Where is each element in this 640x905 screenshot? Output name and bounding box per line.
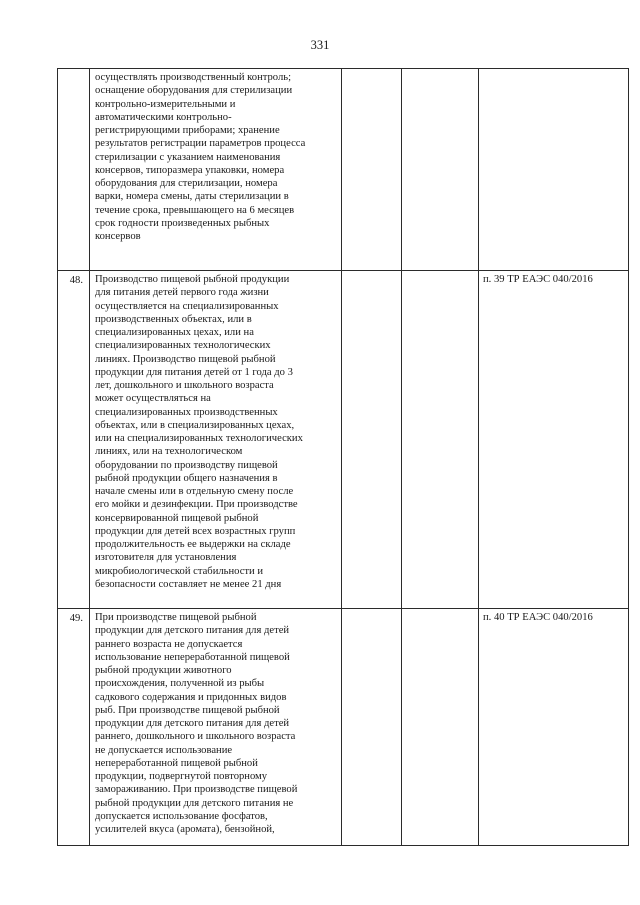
requirement-line: консервов [95, 231, 141, 242]
requirement-line: консервов, типоразмера упаковки, номера [95, 164, 285, 176]
empty-cell [342, 271, 402, 609]
requirement-text [90, 271, 342, 609]
requirement-line: продукции для питания детей от 1 года до 3 [95, 366, 293, 378]
requirement-line: не допускается использование [95, 744, 233, 756]
requirement-line: допускается использование фосфатов, [95, 810, 268, 822]
requirement-line: для питания детей первого года жизни [95, 287, 269, 299]
table-row [58, 69, 629, 271]
requirement-line: происхождения, полученной из рыбы [95, 678, 265, 690]
row-number: 49. [58, 609, 90, 846]
row-number: 48. [58, 271, 90, 609]
requirement-line: продукции для детей всех возрастных групп [95, 525, 296, 537]
requirement-line: линиях. Производство пищевой рыбной [95, 353, 276, 365]
requirement-line: раннего возраста не допускается [95, 638, 243, 650]
requirement-line: оснащение оборудования для стерилизации [95, 85, 293, 97]
requirement-line: осуществляется на специализированных [95, 300, 279, 312]
requirement-line: специализированных цехах, или на [95, 327, 254, 338]
requirement-line: результатов регистрации параметров процесса [95, 138, 306, 150]
requirement-line: течение срока, превышающего на 6 месяцев [95, 204, 295, 216]
requirement-line: осуществлять производственный контроль; [95, 72, 292, 83]
requirement-line: рыбной продукции для детского питания не [95, 797, 294, 809]
requirement-line: объектах, или в специализированных цехах, [95, 419, 295, 431]
requirement-line: оборудовании по производству пищевой [95, 459, 278, 471]
requirement-line: Производство пищевой рыбной продукции [95, 274, 290, 285]
requirement-line: может осуществляться на [95, 393, 211, 405]
requirement-line: оборудования для стерилизации, номера [95, 178, 278, 189]
requirement-line: регистрирующими приборами; хранение [95, 125, 280, 136]
requirement-line: При производстве пищевой рыбной [95, 612, 257, 623]
regulation-reference: п. 40 ТР ЕАЭС 040/2016 [479, 609, 629, 846]
requirement-line: микробиологической стабильности и [95, 565, 264, 577]
requirement-line: его мойки и дезинфекции. При производстве [95, 499, 298, 511]
requirements-table [57, 68, 629, 846]
requirement-line: контрольно-измерительными и [95, 98, 236, 110]
page-number: 331 [310, 38, 330, 52]
requirement-line: консервированной пищевой рыбной [95, 512, 259, 524]
empty-cell [402, 271, 479, 609]
requirement-text [90, 609, 342, 846]
empty-cell [342, 69, 402, 271]
requirement-line: раннего, дошкольного и школьного возраста [95, 731, 296, 743]
row-number [58, 69, 90, 271]
requirement-line: изготовителя для установления [95, 552, 237, 564]
requirement-line: или на специализированных технологических [95, 433, 303, 444]
requirement-line: использование непереработанной пищевой [95, 651, 290, 663]
requirement-line: рыбной продукции общего назначения в [95, 472, 278, 484]
requirement-line: продолжительность ее выдержки на складе [95, 539, 291, 550]
requirement-line: автоматическими контрольно- [95, 111, 232, 123]
requirement-text [90, 69, 342, 271]
requirement-line: усилителей вкуса (аромата), бензойной, [95, 824, 275, 835]
requirement-line: садкового содержания и придонных видов [95, 691, 287, 703]
requirement-line: варки, номера смены, даты стерилизации в [95, 191, 289, 203]
requirement-line: линиях, или на технологическом [95, 446, 243, 458]
table-row [58, 609, 629, 846]
requirement-line: продукции для детского питания для детей [95, 625, 290, 637]
requirement-line: специализированных производственных [95, 406, 278, 418]
requirement-line: непереработанной пищевой рыбной [95, 757, 258, 769]
requirement-line: продукции для детского питания для детей [95, 718, 290, 729]
requirement-line: специализированных технологических [95, 340, 271, 352]
table-row [58, 271, 629, 609]
requirement-line: рыбной продукции животного [95, 665, 232, 676]
regulation-reference: п. 39 ТР ЕАЭС 040/2016 [479, 271, 629, 609]
requirement-line: срок годности произведенных рыбных [95, 217, 270, 229]
requirement-line: рыб. При производстве пищевой рыбной [95, 704, 280, 716]
requirement-line: стерилизации с указанием наименования [95, 151, 281, 163]
requirement-line: продукции, подвергнутой повторному [95, 771, 268, 782]
requirement-line: лет, дошкольного и школьного возраста [95, 380, 274, 391]
requirement-line: начале смены или в отдельную смену после [95, 486, 294, 497]
requirement-line: производственных объектах, или в [95, 313, 252, 325]
requirement-line: безопасности составляет не менее 21 дня [95, 578, 282, 590]
requirement-line: замораживанию. При производстве пищевой [95, 784, 298, 796]
empty-cell [402, 69, 479, 271]
empty-cell [342, 609, 402, 846]
regulation-reference [479, 69, 629, 271]
empty-cell [402, 609, 479, 846]
